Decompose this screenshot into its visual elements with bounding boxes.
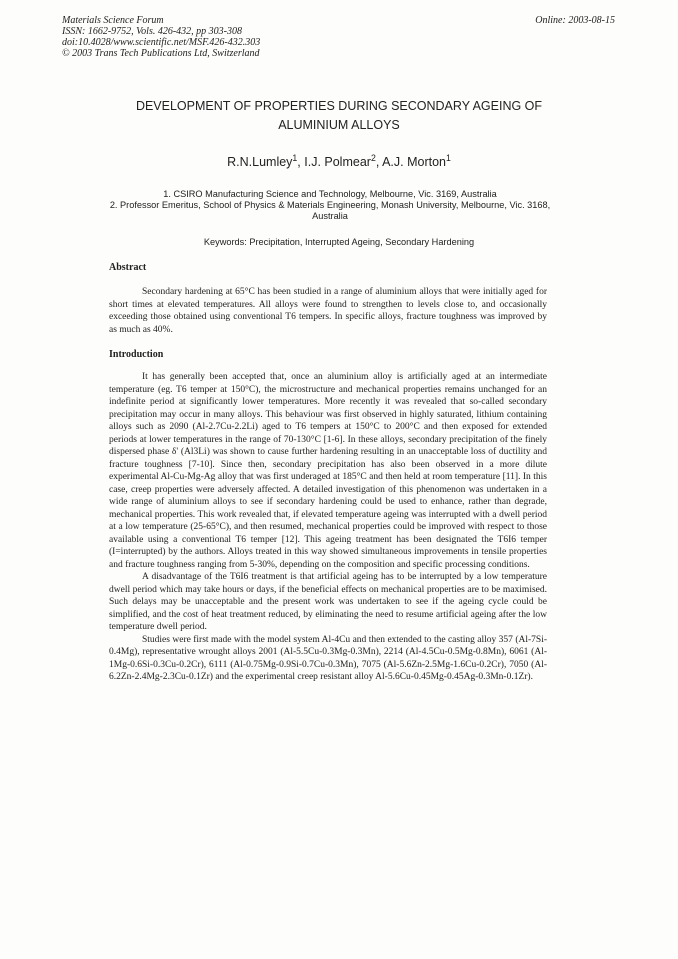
introduction-body <box>109 371 547 684</box>
keywords: Keywords: Precipitation, Interrupted Ageing, Secondary Hardening <box>203 237 475 247</box>
doi-line: doi:10.4028/www.scientific.net/MSF.426-432.303 <box>62 37 261 48</box>
affiliation-2: 2. Professor Emeritus, School of Physics & Materials Engineering, Monash University, Melbourne, Vic. 3168, Australia <box>109 200 551 221</box>
intro-paragraph-1: It has generally been accepted that, once an aluminium alloy is artificially aged at an intermediate temperature (eg. T6 temper at 150°C), the microstructure and mechanical properties remains unchanged for an indefinite period at significantly lower temperatures. More recently it was revealed that so-called secondary precipitation may occur in many alloys. This behaviour was first observed in highly saturated, lithium containing alloys such as 2090 (Al-2.7Cu-2.2Li) aged to T6 tempers at 150°C to 200°C and then exposed for extended periods at lower temperatures in the range of 70-130°C [1-6]. In these alloys, secondary precipitation of the finely dispersed phase δ' (Al3Li) was shown to cause further hardening resulting in an unacceptable loss of ductility and fracture toughness [7-10]. Since then, secondary precipitation has also been observed in a more dilute experimental Al-Cu-Mg-Ag alloy that was first underaged at 185°C and then held at room temperature [11]. In this case, creep properties were adversely affected. A detailed investigation of this phenomenon was undertaken in a wide range of aluminium alloys to see if secondary hardening could be used to enhance, rather than degrade, mechanical properties. This work revealed that, if elevated temperature ageing was interrupted with a dwell period at a low temperature (25-65°C), and then resumed, mechanical properties could be improved with respect to those available using a conventional T6 temper [12]. This ageing treatment has been designated the T6I6 temper (I=interrupted) by the authors. Alloys treated in this way showed simultaneous improvements in tensile properties and fracture toughness ranging from 5-30%, depending on the composition and specific processing conditions. <box>109 372 547 570</box>
author-2-affil: 2 <box>370 152 376 163</box>
intro-paragraph-3: Studies were first made with the model system Al-4Cu and then extended to the casting alloy 357 (Al-7Si-0.4Mg), representative wrought alloys 2001 (Al-5.5Cu-0.3Mg-0.3Mn), 2214 (Al-4.5Cu-0.5Mg-0.8Mn), 6061 (Al-1Mg-0.6Si-0.3Cu-0.2Cr), 6111 (Al-0.75Mg-0.9Si-0.7Cu-0.3Mn), 7075 (Al-5.6Zn-2.5Mg-1.6Cu-0.2Cr), 7050 (Al-6.2Zn-2.4Mg-2.3Cu-0.1Zr) and the experimental creep resistant alloy Al-5.6Cu-0.45Mg-0.45Ag-0.3Mn-0.1Zr). <box>109 634 547 682</box>
abstract-paragraph: Secondary hardening at 65°C has been studied in a range of aluminium alloys that were initially aged for short times at elevated temperatures. All alloys were found to strengthen to levels close to, and occasionally exceeding those obtained using conventional T6 tempers. In specific alloys, fracture toughness was improved by as much as 40%. <box>109 287 547 335</box>
author-list <box>0 152 678 169</box>
copyright-line: © 2003 Trans Tech Publications Ltd, Switzerland <box>62 48 260 59</box>
author-1-affil: 1 <box>292 152 298 163</box>
paper-title <box>90 97 588 135</box>
intro-paragraph-2: A disadvantage of the T6I6 treatment is that artificial ageing has to be interrupted by a low temperature dwell period which may take hours or days, if the beneficial effects on mechanical properties are to be maximised. Such delays may be unacceptable and the present work was undertaken to see if the ageing cycle could be simplified, and the cost of heat treatment reduced, by eliminating the need to resume artificial ageing after the low temperature dwell period. <box>109 572 547 632</box>
author-2: I.J. Polmear$^2$, <box>304 152 383 169</box>
journal-header <box>62 15 260 59</box>
issn-line: ISSN: 1662-9752, Vols. 426-432, pp 303-308 <box>62 26 242 37</box>
abstract-body <box>109 286 547 336</box>
title-line-2: ALUMINIUM ALLOYS <box>278 118 400 132</box>
online-date: Online: 2003-08-15 <box>535 15 615 26</box>
affiliation-1: 1. CSIRO Manufacturing Science and Technology, Melbourne, Vic. 3169, Australia <box>163 189 497 199</box>
abstract-heading: Abstract <box>109 262 147 273</box>
introduction-heading: Introduction <box>109 349 164 360</box>
journal-name: Materials Science Forum <box>62 15 164 26</box>
title-line-1: DEVELOPMENT OF PROPERTIES DURING SECONDARY AGEING OF <box>135 99 543 113</box>
author-3-affil: 1 <box>446 152 451 163</box>
author-3: A.J. Morton$^1$ <box>382 152 451 169</box>
author-1: R.N.Lumley$^1$, <box>227 152 305 169</box>
